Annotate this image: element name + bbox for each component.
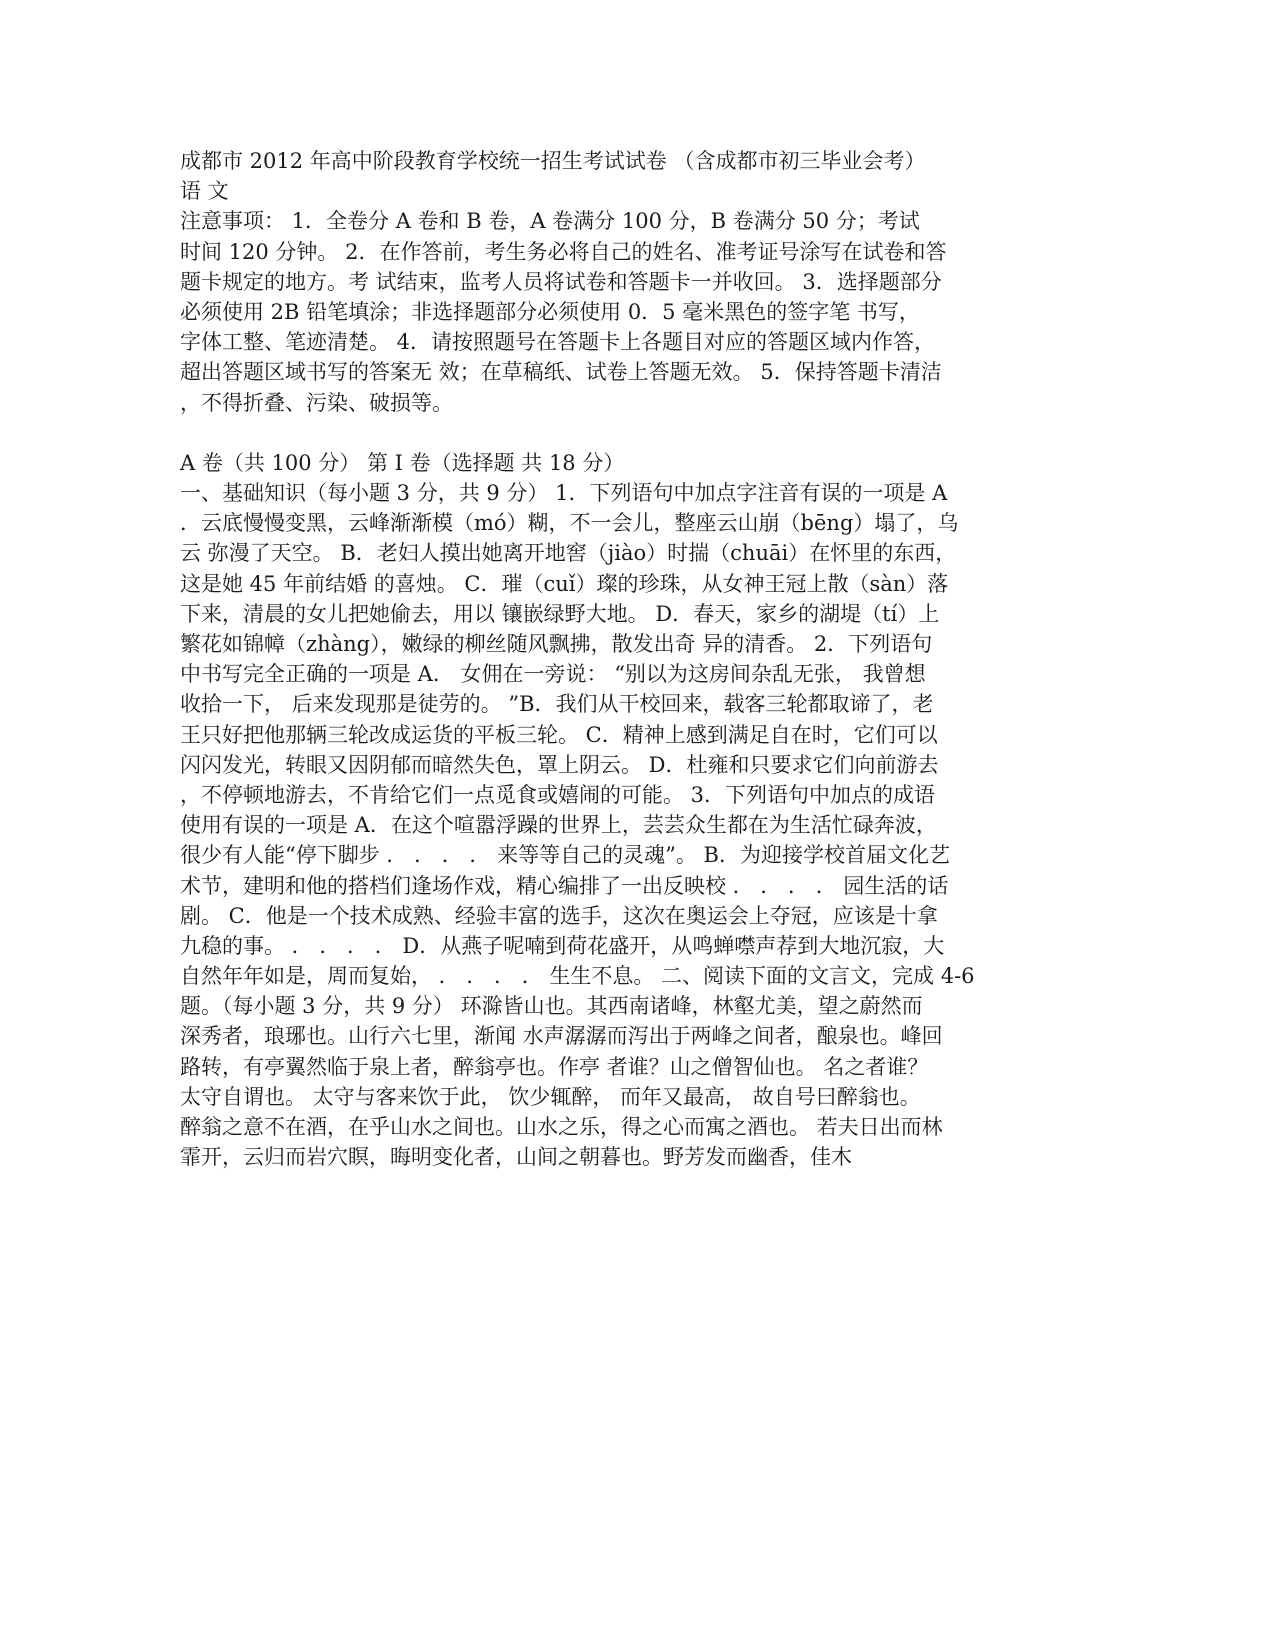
body-line: 术节，建明和他的搭档们逢场作戏，精心编排了一出反映校 ． ． ． ． 园生活的话 — [180, 873, 949, 898]
section-spacer — [180, 418, 1070, 448]
body-line: 云 弥漫了天空。 B．老妇人摸出她离开地窖（jiào）时揣（chuāi）在怀里的东西， — [180, 541, 957, 566]
notice-line: 字体工整、笔迹清楚。 4．请按照题号在答题卡上各题目对应的答题区域内作答， — [180, 330, 936, 355]
body-line: 这是她 45 年前结婚 的喜烛。 C．璀（cuǐ）璨的珍珠，从女神王冠上散（sàn）落 — [180, 571, 949, 596]
body-line: 很少有人能“停下脚步 ． ． ． ． 来等等自己的灵魂”。 B．为迎接学校首届文化艺 — [180, 843, 950, 868]
body-line: 使用有误的一项是 A．在这个喧嚣浮躁的世界上，芸芸众生都在为生活忙碌奔波， — [180, 813, 937, 838]
section-heading: A 卷（共 100 分） 第 I 卷（选择题 共 18 分） — [180, 450, 625, 475]
body-line: 太守自谓也。 太守与客来饮于此， 饮少辄醉， 而年又最高， 故自号曰醉翁也。 — [180, 1084, 921, 1109]
body-line: 霏开，云归而岩穴瞑，晦明变化者，山间之朝暮也。野芳发而幽香，佳木 — [180, 1145, 852, 1170]
title-block — [180, 146, 1070, 206]
notice-line: 超出答题区域书写的答案无 效；在草稿纸、试卷上答题无效。 5．保持答题卡清洁 — [180, 360, 942, 385]
body-block — [180, 448, 1070, 1173]
body-line: 自然年年如是，周而复始， ． ． ． ． 生生不息。 二、阅读下面的文言文，完成 4-6 — [180, 964, 975, 989]
notice-block — [180, 206, 1070, 417]
notice-line: 题卡规定的地方。考 试结束，监考人员将试卷和答题卡一并收回。 3．选择题部分 — [180, 269, 942, 294]
notice-line: 时间 120 分钟。 2．在作答前，考生务必将自己的姓名、准考证号涂写在试卷和答 — [180, 239, 947, 264]
body-line: 一、基础知识（每小题 3 分，共 9 分） 1．下列语句中加点字注音有误的一项是 A — [180, 481, 948, 506]
notice-line: 必须使用 2B 铅笔填涂；非选择题部分必须使用 0．5 毫米黑色的签字笔 书写， — [180, 299, 920, 324]
body-line: 深秀者，琅琊也。山行六七里，渐闻 水声潺潺而泻出于两峰之间者，酿泉也。峰回 — [180, 1024, 943, 1049]
notice-line: ，不得折叠、污染、破损等。 — [180, 390, 453, 415]
body-line: 剧。 C．他是一个技术成熟、经验丰富的选手，这次在奥运会上夺冠，应该是十拿 — [180, 903, 938, 928]
notice-line: 注意事项： 1．全卷分 A 卷和 B 卷，A 卷满分 100 分，B 卷满分 50 分；考试 — [180, 209, 920, 234]
subject-title: 语 文 — [180, 179, 229, 204]
exam-title: 成都市 2012 年高中阶段教育学校统一招生考试试卷 （含成都市初三毕业会考） — [180, 149, 926, 173]
body-line: 闪闪发光，转眼又因阴郁而暗然失色，罩上阴云。 D．杜雍和只要求它们向前游去 — [180, 752, 939, 777]
body-line: ．云底慢慢变黑，云峰渐渐模（mó）糊，不一会儿，整座云山崩（bēng）塌了，乌 — [180, 511, 959, 536]
exam-page — [180, 146, 1070, 1172]
body-line: 路转，有亭翼然临于泉上者，醉翁亭也。作亭 者谁？山之僧智仙也。 名之者谁？ — [180, 1054, 929, 1079]
body-line: 九稳的事。 ． ． ． ． D．从燕子呢喃到荷花盛开，从鸣蝉噤声荐到大地沉寂，大 — [180, 933, 945, 958]
body-line: 收拾一下， 后来发现那是徒劳的。 ”B．我们从干校回来，载客三轮都取谛了，老 — [180, 692, 934, 717]
body-line: 中书写完全正确的一项是 A． 女佣在一旁说： “别以为这房间杂乱无张， 我曾想 — [180, 662, 926, 687]
body-line: 王只好把他那辆三轮改成运货的平板三轮。 C．精神上感到满足自在时，它们可以 — [180, 722, 938, 747]
body-line: ，不停顿地游去，不肯给它们一点觅食或嬉闹的可能。 3．下列语句中加点的成语 — [180, 782, 936, 807]
body-line: 醉翁之意不在酒，在乎山水之间也。山水之乐，得之心而寓之酒也。 若夫日出而林 — [180, 1115, 943, 1139]
body-line: 下来，清晨的女儿把她偷去，用以 镶嵌绿野大地。 D．春天，家乡的湖堤（tí）上 — [180, 601, 940, 626]
body-line: 题。（每小题 3 分，共 9 分） 环滁皆山也。其西南诸峰，林壑尤美，望之蔚然而 — [180, 994, 923, 1019]
body-line: 繁花如锦幛（zhàng），嫩绿的柳丝随风飘拂，散发出奇 异的清香。 2．下列语句 — [180, 632, 933, 656]
